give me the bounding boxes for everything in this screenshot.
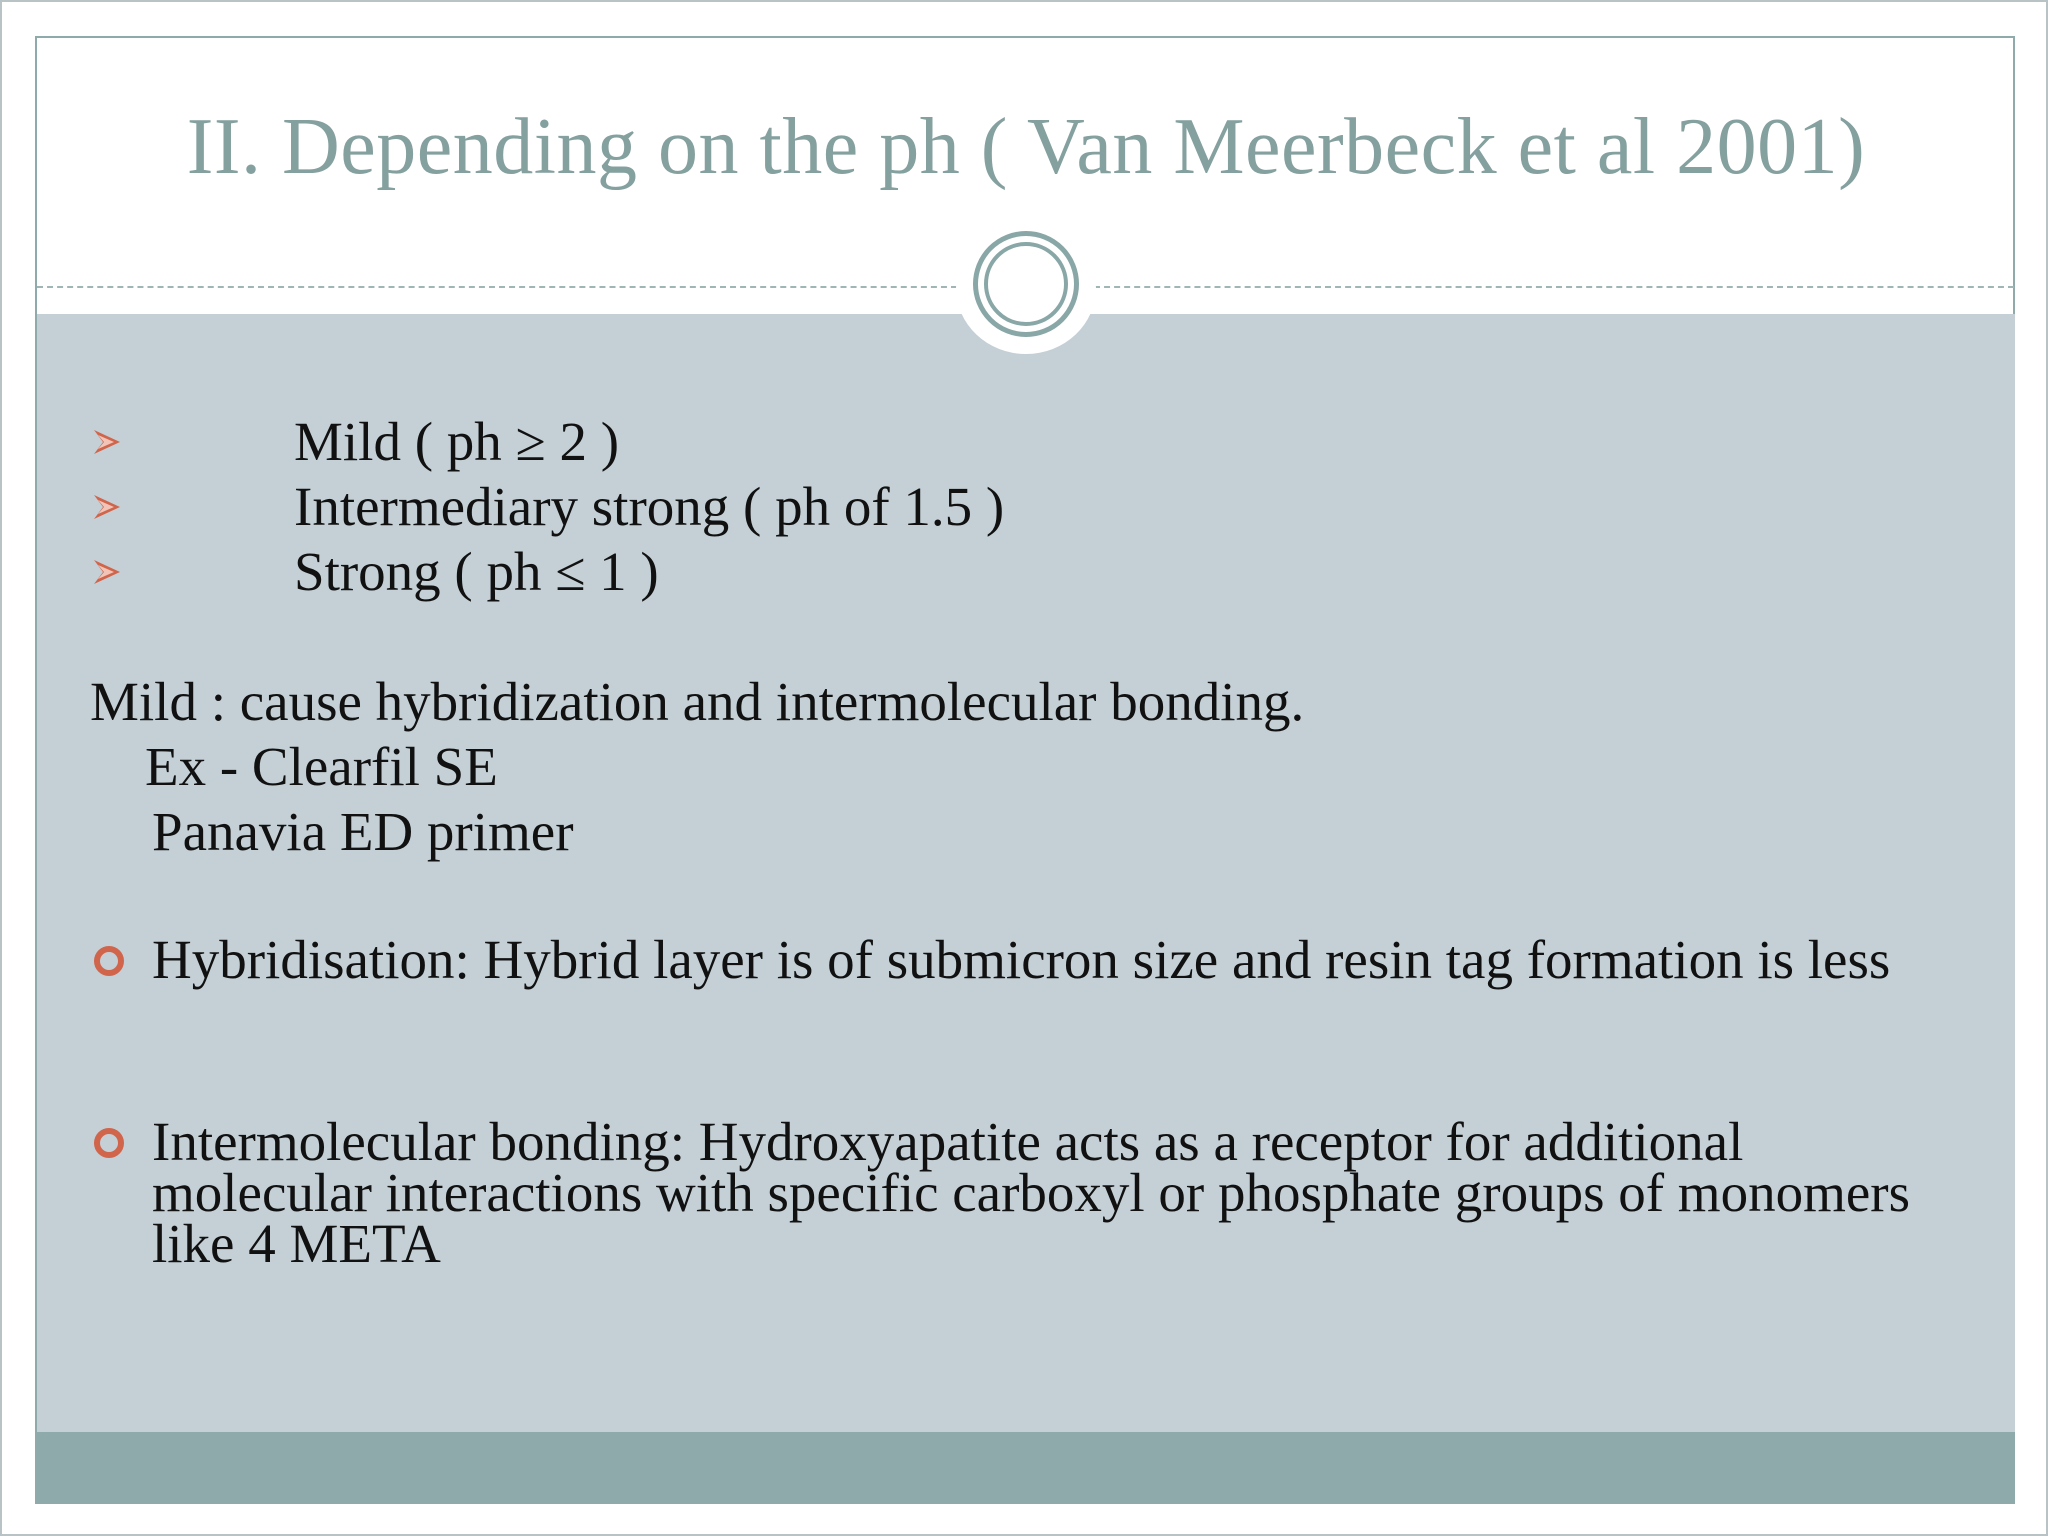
bullet-intermolecular-bonding: Intermolecular bonding: Hydroxyapatite acts as a receptor for additional molecular interactions with specific carboxyl or phosphate groups of monomers like 4 META xyxy=(152,1111,1910,1274)
arrowhead-icon xyxy=(92,427,122,457)
bullet-hybridisation: Hybridisation: Hybrid layer is of submicron size and resin tag formation is less xyxy=(152,929,1891,990)
list-item-strong: Strong ( ph ≤ 1 ) xyxy=(294,541,659,602)
double-circle-inner-ring xyxy=(984,242,1068,326)
ring-bullet-icon xyxy=(94,946,124,976)
list-item-mild: Mild ( ph ≥ 2 ) xyxy=(294,411,620,472)
footer-band xyxy=(37,1432,2015,1504)
list-item-intermediary: Intermediary strong ( ph of 1.5 ) xyxy=(294,476,1005,537)
example-line: Panavia ED primer xyxy=(152,801,574,862)
example-line: Ex - Clearfil SE xyxy=(145,736,498,797)
mild-heading: Mild : cause hybridization and intermolecular bonding. xyxy=(90,671,1305,732)
arrowhead-icon xyxy=(92,492,122,522)
slide-title: II. Depending on the ph ( Van Meerbeck et al 2001) xyxy=(186,103,1866,191)
arrowhead-icon xyxy=(92,557,122,587)
title-divider-right xyxy=(1094,286,2014,288)
ring-bullet-icon xyxy=(94,1128,124,1158)
title-divider-left xyxy=(37,286,957,288)
